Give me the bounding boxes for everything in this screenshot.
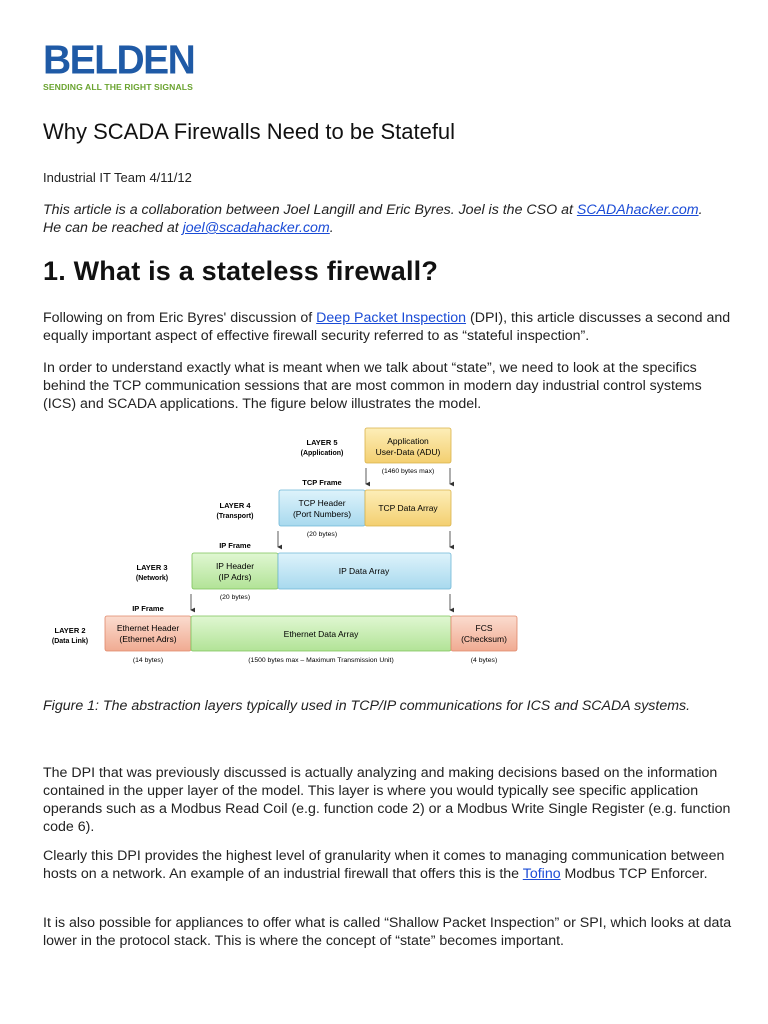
para4-text-1: Clearly this DPI provides the highest level of granularity when it comes to managing communication between hosts on a network. An example of an industrial firewall that offers this is the	[43, 848, 725, 882]
layer3-label: LAYER 3	[136, 563, 168, 572]
tofino-link[interactable]: Tofino	[522, 866, 561, 882]
fcs-size-note: (4 bytes)	[470, 657, 498, 664]
logo-wordmark: BELDEN	[43, 37, 195, 84]
email-link[interactable]: joel@scadahacker.com	[182, 220, 330, 236]
intro-text-3: .	[329, 220, 334, 236]
ethernet-header-line2: (Ethernet Adrs)	[119, 634, 177, 644]
ethernet-header-line1: Ethernet Header	[116, 623, 180, 633]
layer4-label: LAYER 4	[219, 501, 251, 510]
para4-text-2: Modbus TCP Enforcer.	[560, 866, 708, 882]
figure-caption: Figure 1: The abstraction layers typically used in TCP/IP communications for ICS and SCADA systems.	[43, 698, 691, 714]
application-box-line2: User-Data (ADU)	[375, 447, 441, 457]
layer5-sub: (Application)	[300, 450, 344, 457]
application-box-line1: Application	[387, 436, 429, 446]
ip-frame-label: IP Frame	[219, 541, 251, 550]
layer4-sub: (Transport)	[216, 513, 254, 520]
tcp-header-line1: TCP Header	[298, 498, 346, 508]
paragraph-5: It is also possible for appliances to offer what is called “Shallow Packet Inspection” or SPI, which looks at data lower in the protocol stack. This is where the concept of “state” becomes important.	[43, 915, 732, 949]
ip-header-box	[192, 553, 278, 589]
layer2-sub: (Data Link)	[51, 638, 89, 645]
tcp-size-note: (20 bytes)	[306, 531, 338, 538]
fcs-line2: (Checksum)	[461, 634, 507, 644]
paragraph-3: The DPI that was previously discussed is actually analyzing and making decisions based on the information contained in the upper layer of the model. This layer is where you would typically see specific application operands such as a Modbus Read Coil (e.g. function code 2) or a Modbus Write Single Register (e.g. function code 6).	[43, 765, 731, 835]
scadahacker-link[interactable]: SCADAhacker.com	[576, 202, 699, 218]
ethernet-data-size-note: (1500 bytes max – Maximum Transmission Unit)	[248, 657, 394, 664]
belden-logo	[43, 37, 203, 94]
tcp-frame-label: TCP Frame	[302, 478, 342, 487]
layer2-label: LAYER 2	[54, 626, 86, 635]
article-title: Why SCADA Firewalls Need to be Stateful	[43, 119, 456, 144]
ip-header-line1: IP Header	[215, 561, 255, 571]
intro-text-2: . He can be reached at	[43, 202, 703, 236]
para1-text-2: (DPI), this article discusses a second and equally important aspect of effective firewall security referred to as “stateful inspection”.	[43, 310, 731, 344]
ip-frame-label-2: IP Frame	[132, 604, 164, 613]
paragraph-4	[43, 847, 733, 883]
para1-text-1: Following on from Eric Byres' discussion of	[43, 310, 317, 326]
paragraph-2: In order to understand exactly what is meant when we talk about “state”, we need to look at the specifics behind the TCP communication sessions that are most common in modern day industrial control systems (ICS) and SCADA applications. The figure below illustrates the model.	[43, 360, 702, 412]
paragraph-1	[43, 309, 733, 345]
ethernet-size-note: (14 bytes)	[132, 657, 164, 664]
ip-header-line2: (IP Adrs)	[218, 572, 252, 582]
byline: Industrial IT Team 4/11/12	[43, 170, 192, 185]
ip-size-note: (20 bytes)	[219, 594, 251, 601]
intro-paragraph	[43, 201, 703, 237]
ip-data-label: IP Data Array	[338, 566, 390, 576]
tcp-ip-layers-figure	[40, 420, 530, 672]
tcp-header-line2: (Port Numbers)	[292, 509, 352, 519]
layer3-sub: (Network)	[135, 575, 169, 582]
application-size-note: (1460 bytes max)	[381, 468, 435, 475]
fcs-line1: FCS	[475, 623, 493, 633]
tcp-header-box	[279, 490, 365, 526]
layer5-label: LAYER 5	[306, 438, 338, 447]
deep-packet-inspection-link[interactable]: Deep Packet Inspection	[316, 310, 467, 326]
section-heading: 1. What is a stateless firewall?	[43, 256, 439, 286]
logo-tagline: SENDING ALL THE RIGHT SIGNALS	[43, 82, 193, 92]
ethernet-data-label: Ethernet Data Array	[283, 629, 359, 639]
tcp-data-label: TCP Data Array	[378, 503, 438, 513]
intro-text-1: This article is a collaboration between Joel Langill and Eric Byres. Joel is the CSO at	[43, 202, 577, 218]
